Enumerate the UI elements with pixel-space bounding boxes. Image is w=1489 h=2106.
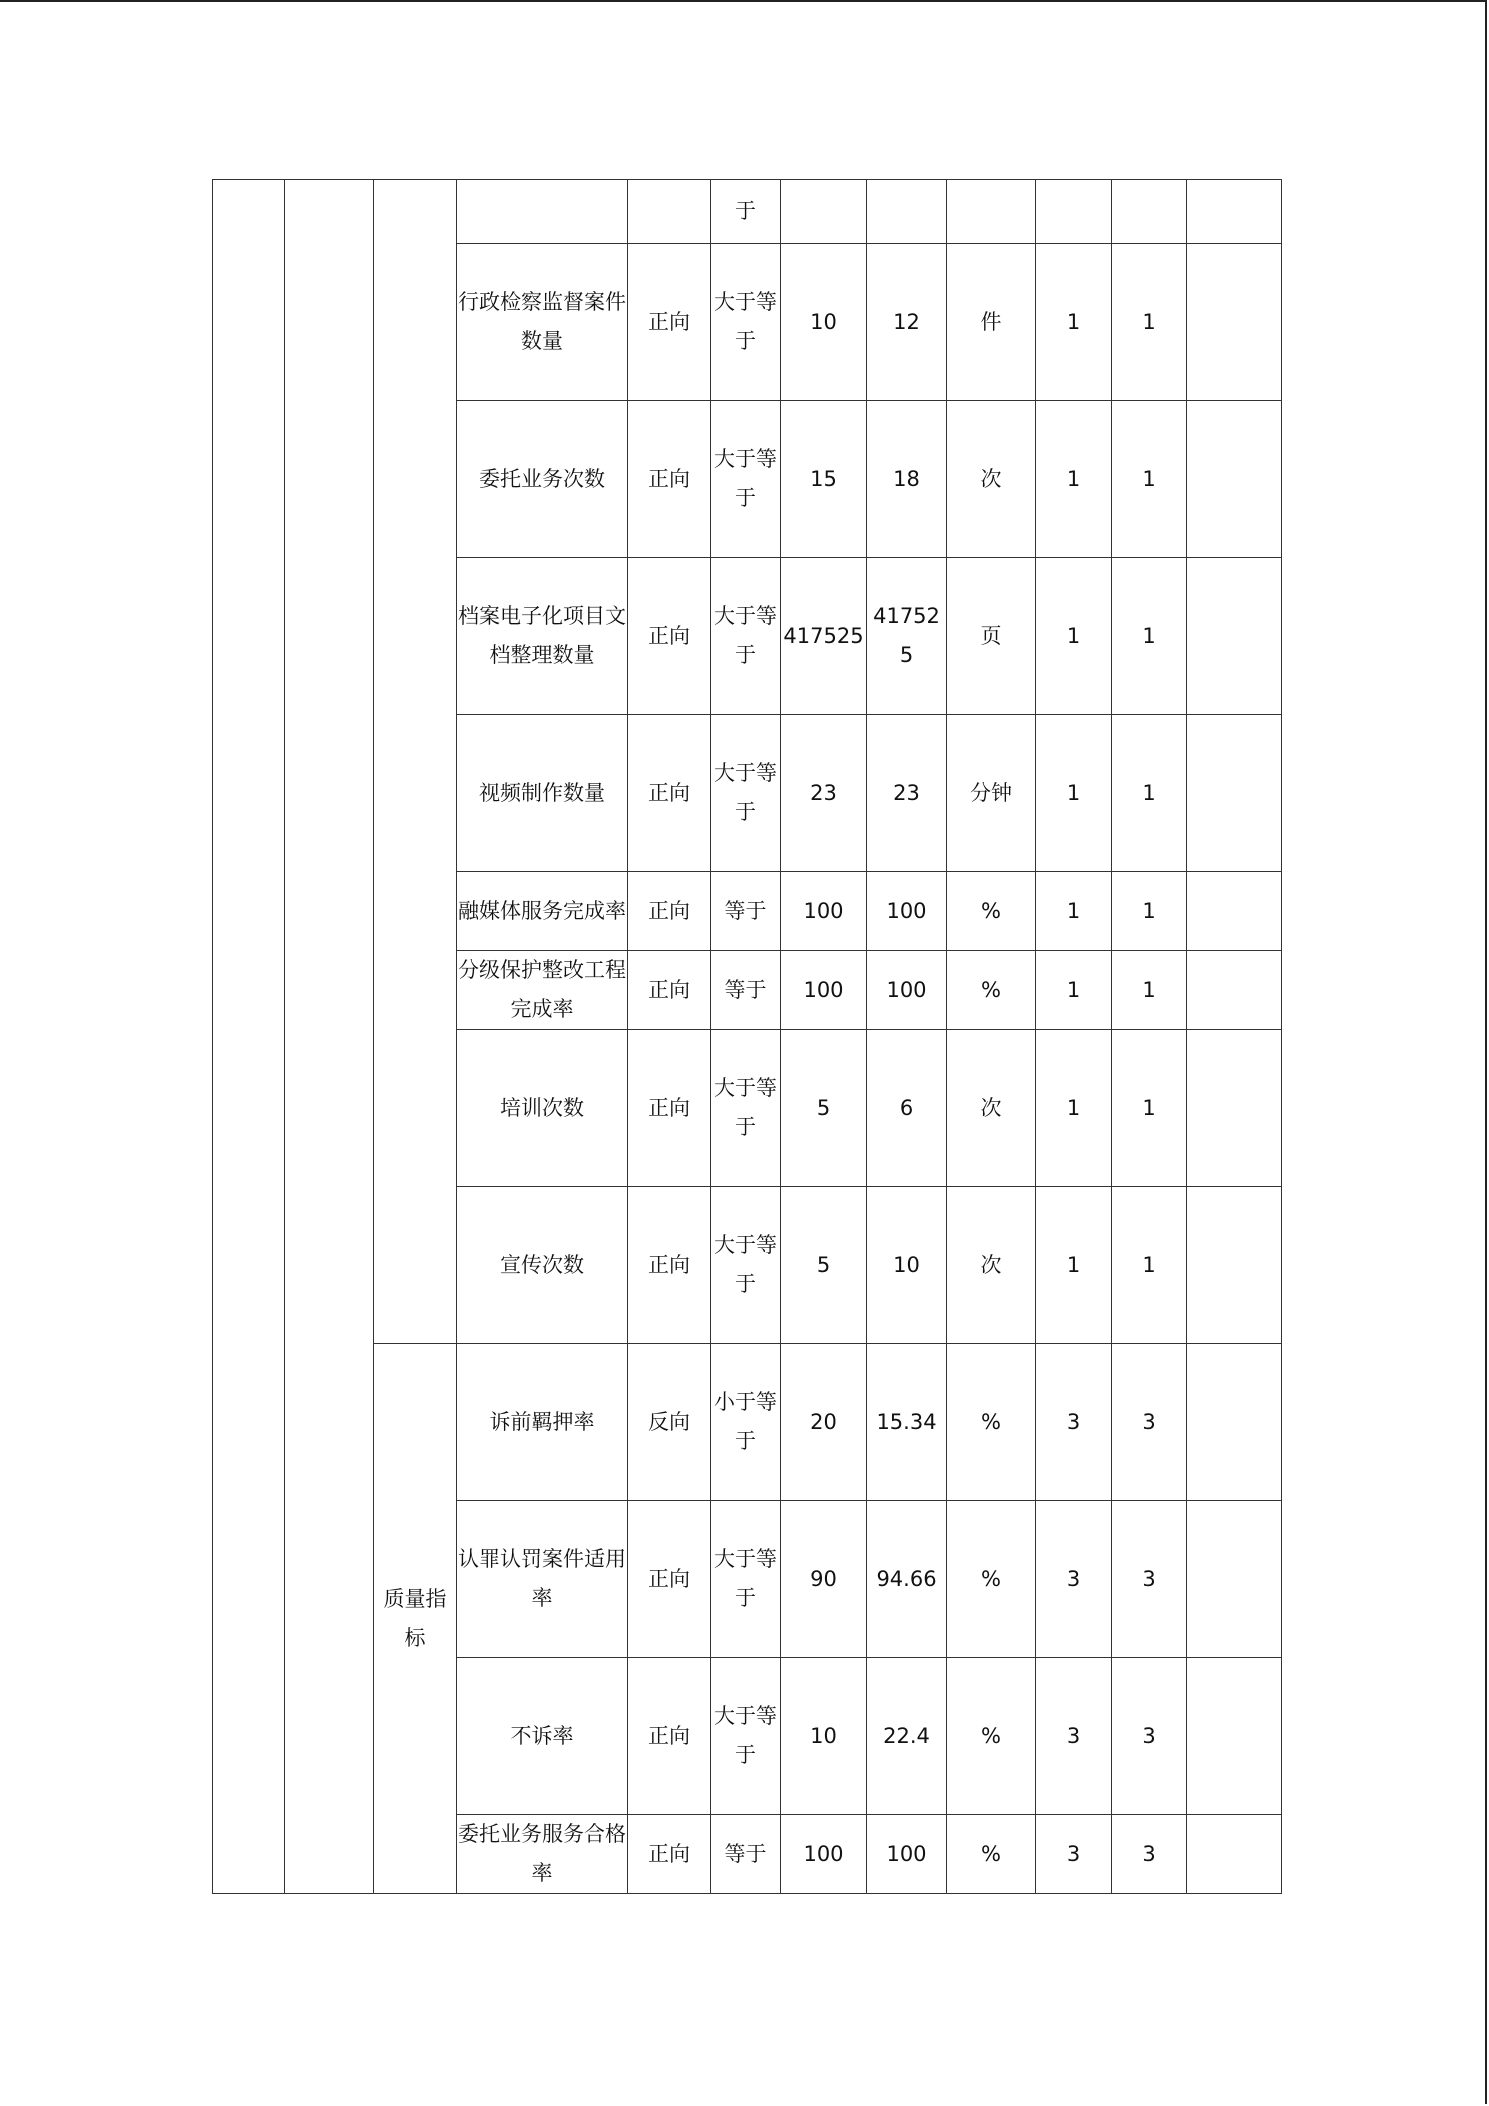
- indicator-name: 宣传次数: [457, 1187, 628, 1344]
- remark: [1187, 1815, 1282, 1894]
- score: [1112, 180, 1187, 244]
- score: 1: [1112, 244, 1187, 401]
- indicator-name: 不诉率: [457, 1658, 628, 1815]
- table-row: [213, 1344, 1282, 1501]
- indicator-direction: 正向: [628, 872, 711, 951]
- category-cell-quantity: [374, 180, 457, 1344]
- indicator-operator: 大于等于: [711, 715, 781, 872]
- actual-value: [867, 180, 947, 244]
- unit: %: [947, 951, 1036, 1030]
- actual-value: 22.4: [867, 1658, 947, 1815]
- target-value: 100: [781, 872, 867, 951]
- score: 3: [1112, 1815, 1187, 1894]
- unit: 次: [947, 401, 1036, 558]
- score: 1: [1112, 715, 1187, 872]
- indicator-name: 分级保护整改工程完成率: [457, 951, 628, 1030]
- indicator-name: 档案电子化项目文档整理数量: [457, 558, 628, 715]
- weight: 1: [1036, 872, 1112, 951]
- actual-value: 10: [867, 1187, 947, 1344]
- indicator-name: 诉前羁押率: [457, 1344, 628, 1501]
- remark: [1187, 1658, 1282, 1815]
- score: 3: [1112, 1658, 1187, 1815]
- indicator-direction: 正向: [628, 951, 711, 1030]
- target-value: 90: [781, 1501, 867, 1658]
- indicator-direction: 正向: [628, 1815, 711, 1894]
- actual-value: 23: [867, 715, 947, 872]
- target-value: 5: [781, 1187, 867, 1344]
- indicator-name: 培训次数: [457, 1030, 628, 1187]
- remark: [1187, 1344, 1282, 1501]
- weight: [1036, 180, 1112, 244]
- actual-value: 18: [867, 401, 947, 558]
- target-value: 10: [781, 1658, 867, 1815]
- target-value: 5: [781, 1030, 867, 1187]
- indicator-name: 行政检察监督案件数量: [457, 244, 628, 401]
- unit: [947, 180, 1036, 244]
- weight: 3: [1036, 1658, 1112, 1815]
- score: 1: [1112, 872, 1187, 951]
- target-value: 417525: [781, 558, 867, 715]
- indicator-direction: 正向: [628, 715, 711, 872]
- target-value: 10: [781, 244, 867, 401]
- actual-value: 15.34: [867, 1344, 947, 1501]
- target-value: 15: [781, 401, 867, 558]
- indicator-direction: 正向: [628, 1501, 711, 1658]
- indicator-name: 委托业务服务合格率: [457, 1815, 628, 1894]
- unit: %: [947, 1815, 1036, 1894]
- weight: 1: [1036, 244, 1112, 401]
- indicator-direction: 正向: [628, 558, 711, 715]
- indicator-direction: 正向: [628, 1030, 711, 1187]
- actual-value: 94.66: [867, 1501, 947, 1658]
- indicator-operator: 大于等于: [711, 1187, 781, 1344]
- unit: 次: [947, 1030, 1036, 1187]
- score: 1: [1112, 1187, 1187, 1344]
- indicator-name: 融媒体服务完成率: [457, 872, 628, 951]
- target-value: [781, 180, 867, 244]
- actual-value: 100: [867, 872, 947, 951]
- target-value: 20: [781, 1344, 867, 1501]
- remark: [1187, 558, 1282, 715]
- indicator-operator: 大于等于: [711, 558, 781, 715]
- indicator-operator: 大于等于: [711, 1030, 781, 1187]
- unit: %: [947, 872, 1036, 951]
- unit: 次: [947, 1187, 1036, 1344]
- target-value: 100: [781, 951, 867, 1030]
- remark: [1187, 872, 1282, 951]
- indicator-direction: 正向: [628, 1187, 711, 1344]
- weight: 1: [1036, 715, 1112, 872]
- unit: %: [947, 1658, 1036, 1815]
- indicator-operator: 大于等于: [711, 1501, 781, 1658]
- level2-cell: [285, 180, 374, 1894]
- weight: 1: [1036, 1187, 1112, 1344]
- actual-value: 100: [867, 1815, 947, 1894]
- weight: 1: [1036, 558, 1112, 715]
- remark: [1187, 1187, 1282, 1344]
- indicator-operator: 于: [711, 180, 781, 244]
- table-row: [213, 180, 1282, 244]
- indicator-direction: 正向: [628, 244, 711, 401]
- actual-value: 12: [867, 244, 947, 401]
- indicator-direction: 正向: [628, 1658, 711, 1815]
- indicator-operator: 大于等于: [711, 1658, 781, 1815]
- indicator-operator: 大于等于: [711, 244, 781, 401]
- indicator-direction: 反向: [628, 1344, 711, 1501]
- weight: 1: [1036, 1030, 1112, 1187]
- score: 1: [1112, 951, 1187, 1030]
- target-value: 100: [781, 1815, 867, 1894]
- indicator-name: 认罪认罚案件适用率: [457, 1501, 628, 1658]
- remark: [1187, 951, 1282, 1030]
- indicator-table: [212, 179, 1282, 1894]
- weight: 1: [1036, 951, 1112, 1030]
- remark: [1187, 1501, 1282, 1658]
- remark: [1187, 244, 1282, 401]
- weight: 3: [1036, 1501, 1112, 1658]
- unit: 件: [947, 244, 1036, 401]
- score: 1: [1112, 1030, 1187, 1187]
- remark: [1187, 401, 1282, 558]
- indicator-operator: 大于等于: [711, 401, 781, 558]
- remark: [1187, 1030, 1282, 1187]
- indicator-name: 视频制作数量: [457, 715, 628, 872]
- weight: 3: [1036, 1344, 1112, 1501]
- remark: [1187, 180, 1282, 244]
- level1-cell: [213, 180, 285, 1894]
- indicator-direction: [628, 180, 711, 244]
- remark: [1187, 715, 1282, 872]
- score: 1: [1112, 558, 1187, 715]
- actual-value: 417525: [867, 558, 947, 715]
- unit: %: [947, 1344, 1036, 1501]
- indicator-operator: 等于: [711, 951, 781, 1030]
- category-cell-quality: 质量指标: [374, 1344, 457, 1894]
- unit: %: [947, 1501, 1036, 1658]
- score: 1: [1112, 401, 1187, 558]
- unit: 页: [947, 558, 1036, 715]
- indicator-direction: 正向: [628, 401, 711, 558]
- indicator-name: [457, 180, 628, 244]
- target-value: 23: [781, 715, 867, 872]
- indicator-operator: 等于: [711, 872, 781, 951]
- indicator-name: 委托业务次数: [457, 401, 628, 558]
- score: 3: [1112, 1501, 1187, 1658]
- unit: 分钟: [947, 715, 1036, 872]
- score: 3: [1112, 1344, 1187, 1501]
- actual-value: 100: [867, 951, 947, 1030]
- indicator-operator: 等于: [711, 1815, 781, 1894]
- weight: 1: [1036, 401, 1112, 558]
- weight: 3: [1036, 1815, 1112, 1894]
- indicator-operator: 小于等于: [711, 1344, 781, 1501]
- actual-value: 6: [867, 1030, 947, 1187]
